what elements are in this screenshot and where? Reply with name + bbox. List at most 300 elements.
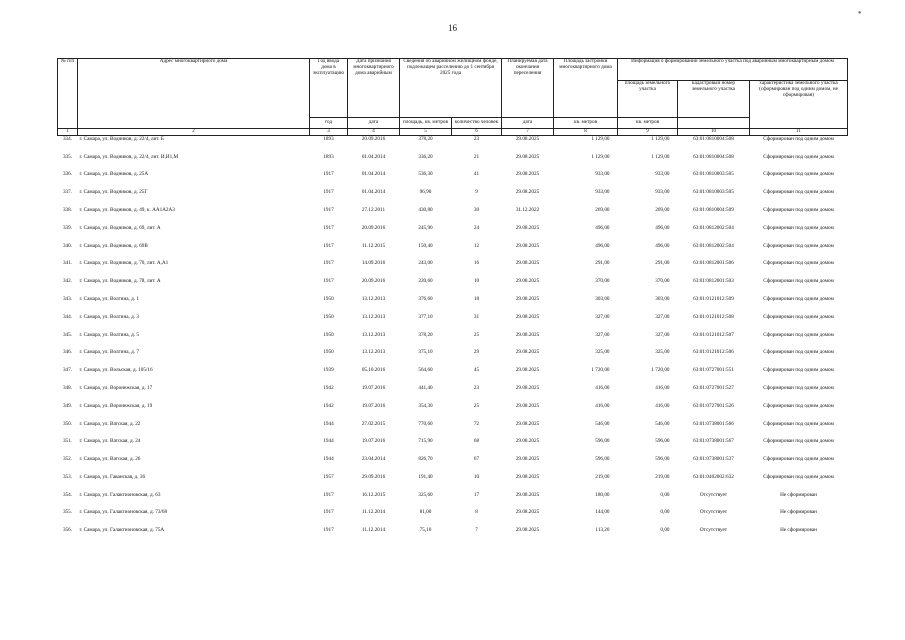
- row-number: 343.: [62, 295, 73, 302]
- header-year-built: Год ввода дома в эксплуатацию: [310, 59, 348, 118]
- row-building-area: 291,00: [595, 260, 610, 267]
- row-address: г. Самара, ул. Галактионовская, д. 75А: [79, 527, 165, 534]
- row-address: г. Самара, ул. Ватская, д. 26: [79, 456, 141, 463]
- row-address: г. Самара, ул. Воронежская, д. 17: [79, 384, 153, 391]
- row-planned-date: 29.08.2025: [515, 242, 540, 249]
- row-land-area: 933,00: [655, 171, 670, 178]
- row-year-built: 1942: [323, 402, 334, 409]
- unit-year: год: [310, 118, 348, 129]
- row-year-built: 1917: [323, 509, 334, 516]
- row-land-status: Сформирован под одним домом: [763, 153, 834, 160]
- row-recognition-date: 11.12.2015: [361, 242, 386, 249]
- row-planned-date: 29.08.2025: [515, 349, 540, 356]
- unit-sqm: кв. метров: [554, 118, 618, 129]
- row-planned-date: 29.08.2025: [515, 438, 540, 445]
- row-cadastral: 63:01:0812001:506: [693, 260, 734, 267]
- row-number: 346.: [62, 349, 73, 356]
- row-land-area: 496,00: [655, 242, 670, 249]
- row-land-status: Сформирован под одним домом: [763, 384, 834, 391]
- table-row: [58, 296, 848, 314]
- row-address: г. Самара, ул. Ватская, д. 22: [79, 420, 141, 427]
- row-number: 334.: [62, 135, 73, 142]
- row-recognition-date: 19.07.2016: [361, 402, 386, 409]
- row-land-area: 416,00: [655, 384, 670, 391]
- unit-people: количество человек: [452, 118, 502, 129]
- row-land-area: 546,00: [655, 420, 670, 427]
- row-building-area: 416,00: [595, 402, 610, 409]
- table-row: [58, 135, 848, 153]
- row-land-status: Сформирован под одним домом: [763, 420, 834, 427]
- row-planned-date: 29.08.2025: [515, 135, 540, 142]
- row-number: 350.: [62, 420, 73, 427]
- row-address: г. Самара, ул. Водников, д. 22/4, лит. И,И1,М: [79, 153, 179, 160]
- table-row: [58, 171, 848, 189]
- row-address: г. Самара, ул. Галактионовская, д. 63: [79, 491, 161, 498]
- row-recognition-date: 19.07.2016: [361, 384, 386, 391]
- table-row: [58, 438, 848, 456]
- row-building-area: 144,00: [595, 509, 610, 516]
- row-people: 67: [473, 456, 480, 463]
- row-address: г. Самара, ул. Водников, д. 69В: [79, 242, 148, 249]
- row-people: 41: [473, 171, 480, 178]
- header-emergency-info: Сведения об аварийном жилищном фонде, подлежащем расселению до 1 сентября 2025 года: [400, 59, 502, 118]
- row-cadastral: 63:01:0121012:509: [693, 295, 734, 302]
- row-planned-date: 29.08.2025: [515, 260, 540, 267]
- row-number: 349.: [62, 402, 73, 409]
- row-people: 8: [475, 509, 478, 516]
- row-area: 336,20: [418, 153, 433, 160]
- row-planned-date: 29.08.2025: [515, 491, 540, 498]
- row-area: 375,10: [418, 349, 433, 356]
- row-year-built: 1957: [323, 473, 334, 480]
- row-land-status: Сформирован под одним домом: [763, 367, 834, 374]
- row-people: 18: [473, 295, 480, 302]
- row-cadastral: 63:01:0810004:509: [693, 206, 734, 213]
- unit-cadastral-empty: [678, 118, 750, 129]
- column-number: 6: [452, 129, 502, 136]
- row-address: г. Самара, ул. Водников, д. 49, к. АА1А2А3: [79, 206, 175, 213]
- row-address: г. Самара, ул. Гаванская, д. 36: [79, 473, 146, 480]
- table-row: [58, 225, 848, 243]
- table-row: [58, 189, 848, 207]
- row-cadastral: 63:01:0812002:504: [693, 224, 734, 231]
- row-address: г. Самара, ул. Волгина, д. 7: [79, 349, 139, 356]
- row-people: 16: [473, 260, 480, 267]
- row-year-built: 1950: [323, 313, 334, 320]
- row-land-area: 596,00: [655, 438, 670, 445]
- row-address: г. Самара, ул. Воронежская, д. 19: [79, 402, 153, 409]
- row-area: 564,60: [418, 367, 433, 374]
- unit-area: площадь, кв. метров: [400, 118, 452, 129]
- row-year-built: 1917: [323, 224, 334, 231]
- row-building-area: 496,00: [595, 242, 610, 249]
- row-area: 245,90: [418, 224, 433, 231]
- row-planned-date: 29.08.2025: [515, 295, 540, 302]
- row-recognition-date: 13.12.2013: [361, 295, 386, 302]
- row-address: г. Самара, ул. Водников, д. 78, лит. А: [79, 278, 161, 285]
- table-row: [58, 527, 848, 543]
- row-recognition-date: 20.09.2016: [361, 135, 386, 142]
- row-address: г. Самара, ул. Водников, д. 25А: [79, 171, 149, 178]
- column-number: 1: [58, 129, 78, 136]
- column-number-row: [58, 129, 848, 136]
- row-number: 355.: [62, 509, 73, 516]
- row-area: 81,00: [419, 509, 432, 516]
- column-number: 3: [310, 129, 348, 136]
- row-cadastral: 63:01:0810004:508: [693, 153, 734, 160]
- row-planned-date: 29.08.2025: [515, 420, 540, 427]
- column-number: 8: [554, 129, 618, 136]
- row-land-area: 496,00: [655, 224, 670, 231]
- header-land-area: площадь земельного участка: [618, 81, 678, 118]
- row-area: 243,00: [418, 260, 433, 267]
- row-building-area: 113,20: [595, 527, 610, 534]
- row-land-area: 303,00: [655, 295, 670, 302]
- row-land-area: 1 720,00: [651, 367, 670, 374]
- row-recognition-date: 01.04.2014: [361, 171, 386, 178]
- row-land-status: Сформирован под одним домом: [763, 402, 834, 409]
- row-recognition-date: 01.04.2014: [361, 153, 386, 160]
- row-land-status: Сформирован под одним домом: [763, 456, 834, 463]
- page-number: 16: [448, 23, 457, 33]
- column-number: 5: [400, 129, 452, 136]
- row-land-status: Сформирован под одним домом: [763, 171, 834, 178]
- row-land-area: 327,00: [655, 331, 670, 338]
- row-land-status: Сформирован под одним домом: [763, 135, 834, 142]
- row-planned-date: 29.08.2025: [515, 509, 540, 516]
- row-year-built: 1939: [323, 367, 334, 374]
- row-people: 24: [473, 224, 480, 231]
- row-cadastral: 63:01:0121012:507: [693, 331, 734, 338]
- row-people: 72: [473, 420, 480, 427]
- row-year-built: 1893: [323, 135, 334, 142]
- table-row: [58, 474, 848, 492]
- row-land-status: Сформирован под одним домом: [763, 242, 834, 249]
- row-year-built: 1917: [323, 527, 334, 534]
- row-building-area: 933,00: [595, 189, 610, 196]
- row-cadastral: 63:01:0810003:505: [693, 171, 734, 178]
- row-year-built: 1917: [323, 189, 334, 196]
- row-planned-date: 29.08.2025: [515, 189, 540, 196]
- row-number: 335.: [62, 153, 73, 160]
- row-recognition-date: 19.07.2016: [361, 438, 386, 445]
- row-address: г. Самара, ул. Водников, д. 22/4, лит. Б: [79, 135, 164, 142]
- row-number: 344.: [62, 313, 73, 320]
- row-number: 353.: [62, 473, 73, 480]
- row-number: 339.: [62, 224, 73, 231]
- header-recognition-date: Дата признания многоквартирного дома аварийным: [348, 59, 400, 118]
- row-land-area: 327,00: [655, 313, 670, 320]
- row-year-built: 1917: [323, 242, 334, 249]
- row-area: 75,10: [419, 527, 432, 534]
- table-row: [58, 154, 848, 172]
- row-recognition-date: 11.12.2014: [361, 509, 386, 516]
- header-number: № п/п: [58, 59, 78, 129]
- row-land-area: 933,00: [655, 189, 670, 196]
- row-number: 351.: [62, 438, 73, 445]
- row-people: 10: [473, 473, 480, 480]
- row-number: 336.: [62, 171, 73, 178]
- row-land-status: Сформирован под одним домом: [763, 206, 834, 213]
- row-recognition-date: 13.12.2013: [361, 349, 386, 356]
- row-recognition-date: 11.12.2014: [361, 527, 386, 534]
- row-area: 220,60: [418, 278, 433, 285]
- table-row: [58, 349, 848, 367]
- row-area: 325,60: [418, 491, 433, 498]
- row-cadastral: Отсутствует: [699, 527, 728, 534]
- unit-date: дата: [348, 118, 400, 129]
- unit-sqm-land: кв. метров: [618, 118, 678, 129]
- row-recognition-date: 13.12.2013: [361, 313, 386, 320]
- row-cadastral: 63:01:0738001:566: [693, 420, 734, 427]
- row-year-built: 1950: [323, 331, 334, 338]
- row-year-built: 1950: [323, 349, 334, 356]
- row-cadastral: 63:01:0727001:551: [693, 367, 734, 374]
- row-year-built: 1917: [323, 278, 334, 285]
- row-area: 150,40: [418, 242, 433, 249]
- row-year-built: 1917: [323, 171, 334, 178]
- header-land-characteristic: характеристика земельного участка (сформирован под одним домом, не сформирован): [750, 81, 848, 129]
- row-recognition-date: 14.09.2016: [361, 260, 386, 267]
- row-building-area: 1 129,00: [591, 153, 610, 160]
- row-land-status: Сформирован под одним домом: [763, 278, 834, 285]
- row-address: г. Самара, ул. Галактионовская, д. 73/68: [79, 509, 168, 516]
- row-recognition-date: 20.09.2016: [361, 278, 386, 285]
- row-building-area: 180,00: [595, 491, 610, 498]
- row-planned-date: 29.08.2025: [515, 278, 540, 285]
- row-land-status: Сформирован под одним домом: [763, 313, 834, 320]
- row-address: г. Самара, ул. Волгина, д. 3: [79, 313, 139, 320]
- row-land-area: 291,00: [655, 260, 670, 267]
- row-recognition-date: 05.10.2016: [361, 367, 386, 374]
- row-land-status: Сформирован под одним домом: [763, 260, 834, 267]
- table-row: [58, 314, 848, 332]
- row-planned-date: 29.08.2025: [515, 367, 540, 374]
- row-land-status: Сформирован под одним домом: [763, 438, 834, 445]
- row-cadastral: 63:01:0738001:537: [693, 456, 734, 463]
- row-land-status: Не сформирован: [780, 491, 817, 498]
- row-address: г. Самара, ул. Водников, д. 70, лит. А,А1: [79, 260, 169, 267]
- row-area: 96,90: [419, 189, 432, 196]
- row-planned-date: 29.08.2025: [515, 153, 540, 160]
- table-row: [58, 332, 848, 350]
- row-cadastral: 63:01:0727001:526: [693, 402, 734, 409]
- row-building-area: 303,00: [595, 295, 610, 302]
- row-address: г. Самара, ул. Волгина, д. 1: [79, 295, 139, 302]
- row-cadastral: Отсутствует: [699, 509, 728, 516]
- row-year-built: 1893: [323, 153, 334, 160]
- table-row: [58, 456, 848, 474]
- row-building-area: 269,00: [595, 206, 610, 213]
- row-building-area: 416,00: [595, 384, 610, 391]
- row-cadastral: 63:01:0727001:527: [693, 384, 734, 391]
- housing-registry-table: [57, 58, 848, 543]
- row-year-built: 1944: [323, 420, 334, 427]
- row-land-area: 219,00: [655, 473, 670, 480]
- table-row: [58, 385, 848, 403]
- row-land-area: 0,00: [660, 491, 670, 498]
- row-land-area: 416,00: [655, 402, 670, 409]
- row-building-area: 1 129,00: [591, 135, 610, 142]
- row-recognition-date: 01.04.2014: [361, 189, 386, 196]
- header-building-area: Площадь застройки многоквартирного дома: [554, 59, 618, 118]
- row-area: 354,30: [418, 402, 433, 409]
- unit-date-planned: дата: [502, 118, 554, 129]
- row-cadastral: 63:01:0810004:508: [693, 135, 734, 142]
- row-planned-date: 29.08.2025: [515, 384, 540, 391]
- row-people: 25: [473, 331, 480, 338]
- row-number: 338.: [62, 206, 73, 213]
- row-planned-date: 31.12.2022: [515, 206, 540, 213]
- row-address: г. Самара, ул. Волгина, д. 5: [79, 331, 139, 338]
- row-number: 337.: [62, 189, 73, 196]
- row-people: 23: [473, 135, 480, 142]
- header-cadastral: кадастровый номер земельного участка: [678, 81, 750, 118]
- row-land-area: 325,00: [655, 349, 670, 356]
- row-area: 770,60: [418, 420, 433, 427]
- row-cadastral: 63:01:0121012:506: [693, 349, 734, 356]
- row-land-area: 0,00: [660, 527, 670, 534]
- row-year-built: 1944: [323, 438, 334, 445]
- column-number: 9: [618, 129, 678, 136]
- row-people: 25: [473, 402, 480, 409]
- row-building-area: 596,00: [595, 438, 610, 445]
- table-row: [58, 207, 848, 225]
- row-land-status: Сформирован под одним домом: [763, 295, 834, 302]
- column-number: 10: [678, 129, 750, 136]
- row-land-area: 1 129,00: [651, 153, 670, 160]
- row-number: 340.: [62, 242, 73, 249]
- row-building-area: 933,00: [595, 171, 610, 178]
- row-people: 31: [473, 313, 480, 320]
- row-planned-date: 29.08.2025: [515, 313, 540, 320]
- row-people: 29: [473, 349, 480, 356]
- row-area: 715,90: [418, 438, 433, 445]
- row-recognition-date: 29.09.2016: [361, 473, 386, 480]
- row-year-built: 1917: [323, 491, 334, 498]
- registry-body: [58, 135, 848, 543]
- row-land-status: Сформирован под одним домом: [763, 189, 834, 196]
- row-number: 345.: [62, 331, 73, 338]
- column-number: 11: [750, 129, 848, 136]
- row-land-area: 1 129,00: [651, 135, 670, 142]
- row-area: 378,20: [418, 135, 433, 142]
- row-recognition-date: 20.09.2016: [361, 224, 386, 231]
- row-building-area: 327,00: [595, 313, 610, 320]
- row-building-area: 596,00: [595, 456, 610, 463]
- corner-mark: *: [858, 10, 862, 18]
- row-number: 356.: [62, 527, 73, 534]
- row-number: 341.: [62, 260, 73, 267]
- row-people: 68: [473, 438, 480, 445]
- row-people: 45: [473, 367, 480, 374]
- row-cadastral: 63:01:0812001:503: [693, 278, 734, 285]
- row-number: 354.: [62, 491, 73, 498]
- row-planned-date: 29.08.2025: [515, 473, 540, 480]
- row-cadastral: Отсутствует: [699, 491, 728, 498]
- row-year-built: 1944: [323, 456, 334, 463]
- header-address: Адрес многоквартирного дома: [78, 59, 310, 129]
- row-building-area: 496,00: [595, 224, 610, 231]
- row-land-area: 0,00: [660, 509, 670, 516]
- row-land-status: Сформирован под одним домом: [763, 473, 834, 480]
- row-building-area: 1 720,00: [591, 367, 610, 374]
- row-people: 17: [473, 491, 480, 498]
- column-number: 4: [348, 129, 400, 136]
- row-building-area: 370,00: [595, 278, 610, 285]
- row-building-area: 327,00: [595, 331, 610, 338]
- row-area: 441,40: [418, 384, 433, 391]
- row-address: г. Самара, ул. Ватская, д. 24: [79, 438, 141, 445]
- row-cadastral: 63:01:0121012:508: [693, 313, 734, 320]
- row-address: г. Самара, ул. Водников, д. 69, лит. А: [79, 224, 161, 231]
- row-land-status: Сформирован под одним домом: [763, 224, 834, 231]
- row-year-built: 1917: [323, 260, 334, 267]
- row-land-status: Сформирован под одним домом: [763, 331, 834, 338]
- row-cadastral: 63:01:0812002:504: [693, 242, 734, 249]
- row-people: 7: [475, 527, 478, 534]
- row-cadastral: 63:01:0738001:567: [693, 438, 734, 445]
- row-number: 348.: [62, 384, 73, 391]
- header-planned-date: Планируемая дата окончания переселения: [502, 59, 554, 118]
- row-planned-date: 29.08.2025: [515, 224, 540, 231]
- row-recognition-date: 16.12.2015: [361, 491, 386, 498]
- row-area: 430,80: [418, 206, 433, 213]
- row-people: 30: [473, 206, 480, 213]
- row-people: 9: [475, 189, 478, 196]
- row-land-status: Не сформирован: [780, 527, 817, 534]
- row-land-area: 269,00: [655, 206, 670, 213]
- row-area: 826,70: [418, 456, 433, 463]
- row-address: г. Самара, ул. Вольская, д. 105/16: [79, 367, 153, 374]
- row-area: 536,30: [418, 171, 433, 178]
- row-planned-date: 29.08.2025: [515, 402, 540, 409]
- row-recognition-date: 27.02.2015: [361, 420, 386, 427]
- row-year-built: 1917: [323, 206, 334, 213]
- row-address: г. Самара, ул. Водников, д. 25Г: [79, 189, 148, 196]
- row-people: 23: [473, 384, 480, 391]
- row-people: 10: [473, 278, 480, 285]
- table-row: [58, 403, 848, 421]
- row-recognition-date: 23.04.2014: [361, 456, 386, 463]
- table-row: [58, 243, 848, 261]
- column-number: 2: [78, 129, 310, 136]
- table-row: [58, 367, 848, 385]
- row-number: 347.: [62, 367, 73, 374]
- row-land-status: Сформирован под одним домом: [763, 349, 834, 356]
- row-planned-date: 29.08.2025: [515, 331, 540, 338]
- row-land-status: Не сформирован: [780, 509, 817, 516]
- row-planned-date: 29.08.2025: [515, 456, 540, 463]
- table-row: [58, 260, 848, 278]
- row-building-area: 325,00: [595, 349, 610, 356]
- row-planned-date: 29.08.2025: [515, 171, 540, 178]
- row-area: 378,20: [418, 331, 433, 338]
- row-planned-date: 29.08.2025: [515, 527, 540, 534]
- column-number: 7: [502, 129, 554, 136]
- table-row: [58, 421, 848, 439]
- header-land-info: Информация о формировании земельного участка под аварийным многоквартирным домом: [618, 59, 848, 81]
- row-land-area: 370,00: [655, 278, 670, 285]
- row-cadastral: 63:01:0402002:632: [693, 473, 734, 480]
- row-cadastral: 63:01:0810003:505: [693, 189, 734, 196]
- row-year-built: 1942: [323, 384, 334, 391]
- row-area: 376,60: [418, 295, 433, 302]
- row-people: 12: [473, 242, 480, 249]
- row-area: 191,40: [418, 473, 433, 480]
- row-recognition-date: 27.12.2011: [361, 206, 386, 213]
- table-row: [58, 509, 848, 527]
